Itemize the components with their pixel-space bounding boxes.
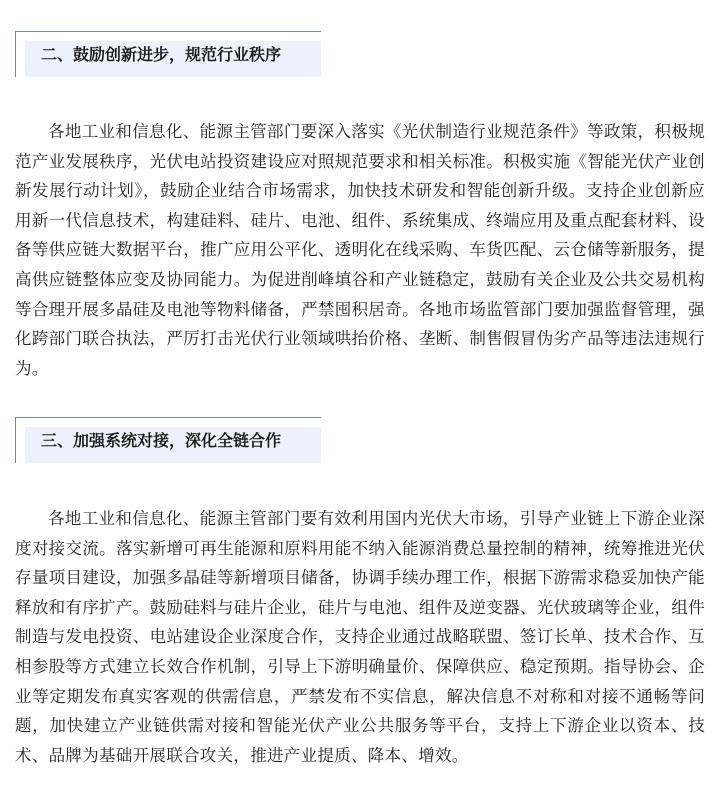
heading-left-rule: [15, 31, 16, 77]
section-heading-2: [15, 31, 321, 77]
section-heading-3: [15, 417, 321, 463]
heading-left-rule: [15, 417, 16, 463]
section-paragraph: 各地工业和信息化、能源主管部门要有效利用国内光伏大市场，引导产业链上下游企业深度对接交流。落实新增可再生能源和原料用能不纳入能源消费总量控制的精神，统筹推进光伏存量项目建设，加强多晶硅等新增项目储备，协调手续办理工作，根据下游需求稳妥加快产能释放和有序扩产。鼓励硅料与硅片企业，硅片与电池、组件及逆变器、光伏玻璃等企业，组件制造与发电投资、电站建设企业深度合作，支持企业通过战略联盟、签订长单、技术合作、互相参股等方式建立长效合作机制，引导上下游明确量价、保障供应、稳定预期。指导协会、企业等定期发布真实客观的供需信息，严禁发布不实信息，解决信息不对称和对接不通畅等问题，加快建立产业链供需对接和智能光伏产业公共服务等平台，支持上下游企业以资本、技术、品牌为基础开展联合攻关，推进产业提质、降本、增效。: [15, 509, 705, 765]
section-title: 二、鼓励创新进步，规范行业秩序: [41, 45, 282, 64]
heading-top-rule: [15, 31, 321, 32]
section-title: 三、加强系统对接，深化全链合作: [41, 431, 282, 450]
heading-top-rule: [15, 417, 321, 418]
section-paragraph: 各地工业和信息化、能源主管部门要深入落实《光伏制造行业规范条件》等政策，积极规范产业发展秩序，光伏电站投资建设应对照规范要求和相关标准。积极实施《智能光伏产业创新发展行动计划》，鼓励企业结合市场需求，加快技术研发和智能创新升级。支持企业创新应用新一代信息技术，构建硅料、硅片、电池、组件、系统集成、终端应用及重点配套材料、设备等供应链大数据平台，推广应用公平化、透明化在线采购、车货匹配、云仓储等新服务，提高供应链整体应变及协同能力。为促进削峰填谷和产业链稳定，鼓励有关企业及公共交易机构等合理开展多晶硅及电池等物料储备，严禁囤积居奇。各地市场监管部门要加强监督管理，强化跨部门联合执法，严厉打击光伏行业领域哄抬价格、垄断、制售假冒伪劣产品等违法违规行为。: [15, 122, 705, 378]
